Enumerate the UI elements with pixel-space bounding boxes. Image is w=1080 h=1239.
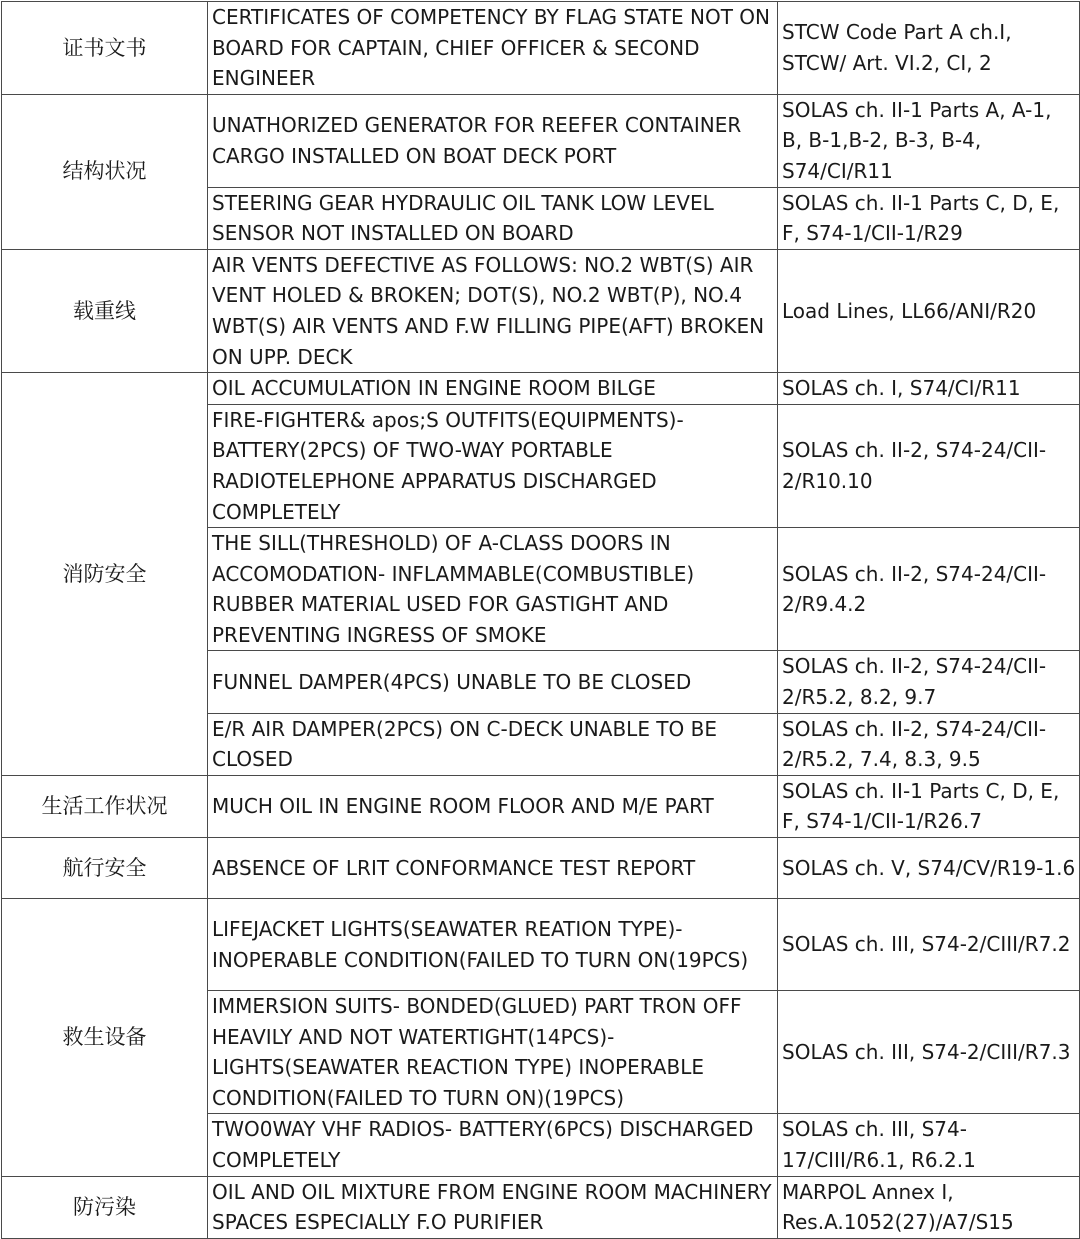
category-cell: 航行安全	[2, 838, 208, 899]
deficiency-cell: TWO0WAY VHF RADIOS- BATTERY(6PCS) DISCHARGED COMPLETELY	[208, 1114, 778, 1176]
deficiency-cell: UNATHORIZED GENERATOR FOR REEFER CONTAINER CARGO INSTALLED ON BOAT DECK PORT	[208, 94, 778, 187]
table-row	[2, 2, 1080, 95]
deficiency-cell: ABSENCE OF LRIT CONFORMANCE TEST REPORT	[208, 838, 778, 899]
category-cell: 证书文书	[2, 2, 208, 95]
deficiency-table	[1, 1, 1080, 1239]
table-row	[2, 94, 1080, 187]
category-cell: 结构状况	[2, 94, 208, 249]
reference-cell: SOLAS ch. III, S74-2/CIII/R7.3	[778, 991, 1080, 1114]
reference-cell: SOLAS ch. II-1 Parts C, D, E, F, S74-1/CII-1/R29	[778, 187, 1080, 249]
deficiency-cell: THE SILL(THRESHOLD) OF A-CLASS DOORS IN ACCOMODATION- INFLAMMABLE(COMBUSTIBLE) RUBBER MATERIAL USED FOR GASTIGHT AND PREVENTING INGRESS OF SMOKE	[208, 528, 778, 651]
deficiency-cell: MUCH OIL IN ENGINE ROOM FLOOR AND M/E PART	[208, 775, 778, 837]
reference-cell: SOLAS ch. II-2, S74-24/CII-2/R10.10	[778, 404, 1080, 527]
reference-cell: Load Lines, LL66/ANI/R20	[778, 249, 1080, 372]
category-cell: 生活工作状况	[2, 775, 208, 837]
reference-cell: SOLAS ch. I, S74/CI/R11	[778, 373, 1080, 405]
deficiency-cell: LIFEJACKET LIGHTS(SEAWATER REATION TYPE)-INOPERABLE CONDITION(FAILED TO TURN ON(19PCS)	[208, 899, 778, 991]
deficiency-cell: OIL AND OIL MIXTURE FROM ENGINE ROOM MACHINERY SPACES ESPECIALLY F.O PURIFIER	[208, 1176, 778, 1238]
table-row	[2, 249, 1080, 372]
reference-cell: STCW Code Part A ch.I, STCW/ Art. VI.2, CI, 2	[778, 2, 1080, 95]
reference-cell: SOLAS ch. III, S74-17/CIII/R6.1, R6.2.1	[778, 1114, 1080, 1176]
reference-cell: SOLAS ch. II-1 Parts C, D, E, F, S74-1/CII-1/R26.7	[778, 775, 1080, 837]
deficiency-cell: IMMERSION SUITS- BONDED(GLUED) PART TRON OFF HEAVILY AND NOT WATERTIGHT(14PCS)-LIGHTS(SEAWATER REACTION TYPE) INOPERABLE CONDITION(FAILED TO TURN ON)(19PCS)	[208, 991, 778, 1114]
category-cell: 救生设备	[2, 899, 208, 1177]
reference-cell: SOLAS ch. II-2, S74-24/CII-2/R5.2, 8.2, 9.7	[778, 651, 1080, 713]
reference-cell: SOLAS ch. III, S74-2/CIII/R7.2	[778, 899, 1080, 991]
deficiency-cell: E/R AIR DAMPER(2PCS) ON C-DECK UNABLE TO BE CLOSED	[208, 713, 778, 775]
deficiency-cell: AIR VENTS DEFECTIVE AS FOLLOWS: NO.2 WBT(S) AIR VENT HOLED & BROKEN; DOT(S), NO.2 WBT(P), NO.4 WBT(S) AIR VENTS AND F.W FILLING PIPE(AFT) BROKEN ON UPP. DECK	[208, 249, 778, 372]
table-row	[2, 1176, 1080, 1238]
reference-cell: SOLAS ch. II-1 Parts A, A-1, B, B-1,B-2, B-3, B-4, S74/CI/R11	[778, 94, 1080, 187]
deficiency-cell: FIRE-FIGHTER& apos;S OUTFITS(EQUIPMENTS)-BATTERY(2PCS) OF TWO-WAY PORTABLE RADIOTELEPHONE APPARATUS DISCHARGED COMPLETELY	[208, 404, 778, 527]
deficiency-cell: CERTIFICATES OF COMPETENCY BY FLAG STATE NOT ON BOARD FOR CAPTAIN, CHIEF OFFICER & SECOND ENGINEER	[208, 2, 778, 95]
category-cell: 消防安全	[2, 373, 208, 776]
deficiency-cell: FUNNEL DAMPER(4PCS) UNABLE TO BE CLOSED	[208, 651, 778, 713]
reference-cell: SOLAS ch. V, S74/CV/R19-1.6	[778, 838, 1080, 899]
category-cell: 载重线	[2, 249, 208, 372]
deficiency-cell: OIL ACCUMULATION IN ENGINE ROOM BILGE	[208, 373, 778, 405]
table-row	[2, 899, 1080, 991]
reference-cell: MARPOL Annex I, Res.A.1052(27)/A7/S15	[778, 1176, 1080, 1238]
table-row	[2, 373, 1080, 405]
reference-cell: SOLAS ch. II-2, S74-24/CII-2/R5.2, 7.4, 8.3, 9.5	[778, 713, 1080, 775]
reference-cell: SOLAS ch. II-2, S74-24/CII-2/R9.4.2	[778, 528, 1080, 651]
deficiency-table-body	[2, 2, 1080, 1239]
deficiency-cell: STEERING GEAR HYDRAULIC OIL TANK LOW LEVEL SENSOR NOT INSTALLED ON BOARD	[208, 187, 778, 249]
category-cell: 防污染	[2, 1176, 208, 1238]
table-row	[2, 775, 1080, 837]
table-row	[2, 838, 1080, 899]
